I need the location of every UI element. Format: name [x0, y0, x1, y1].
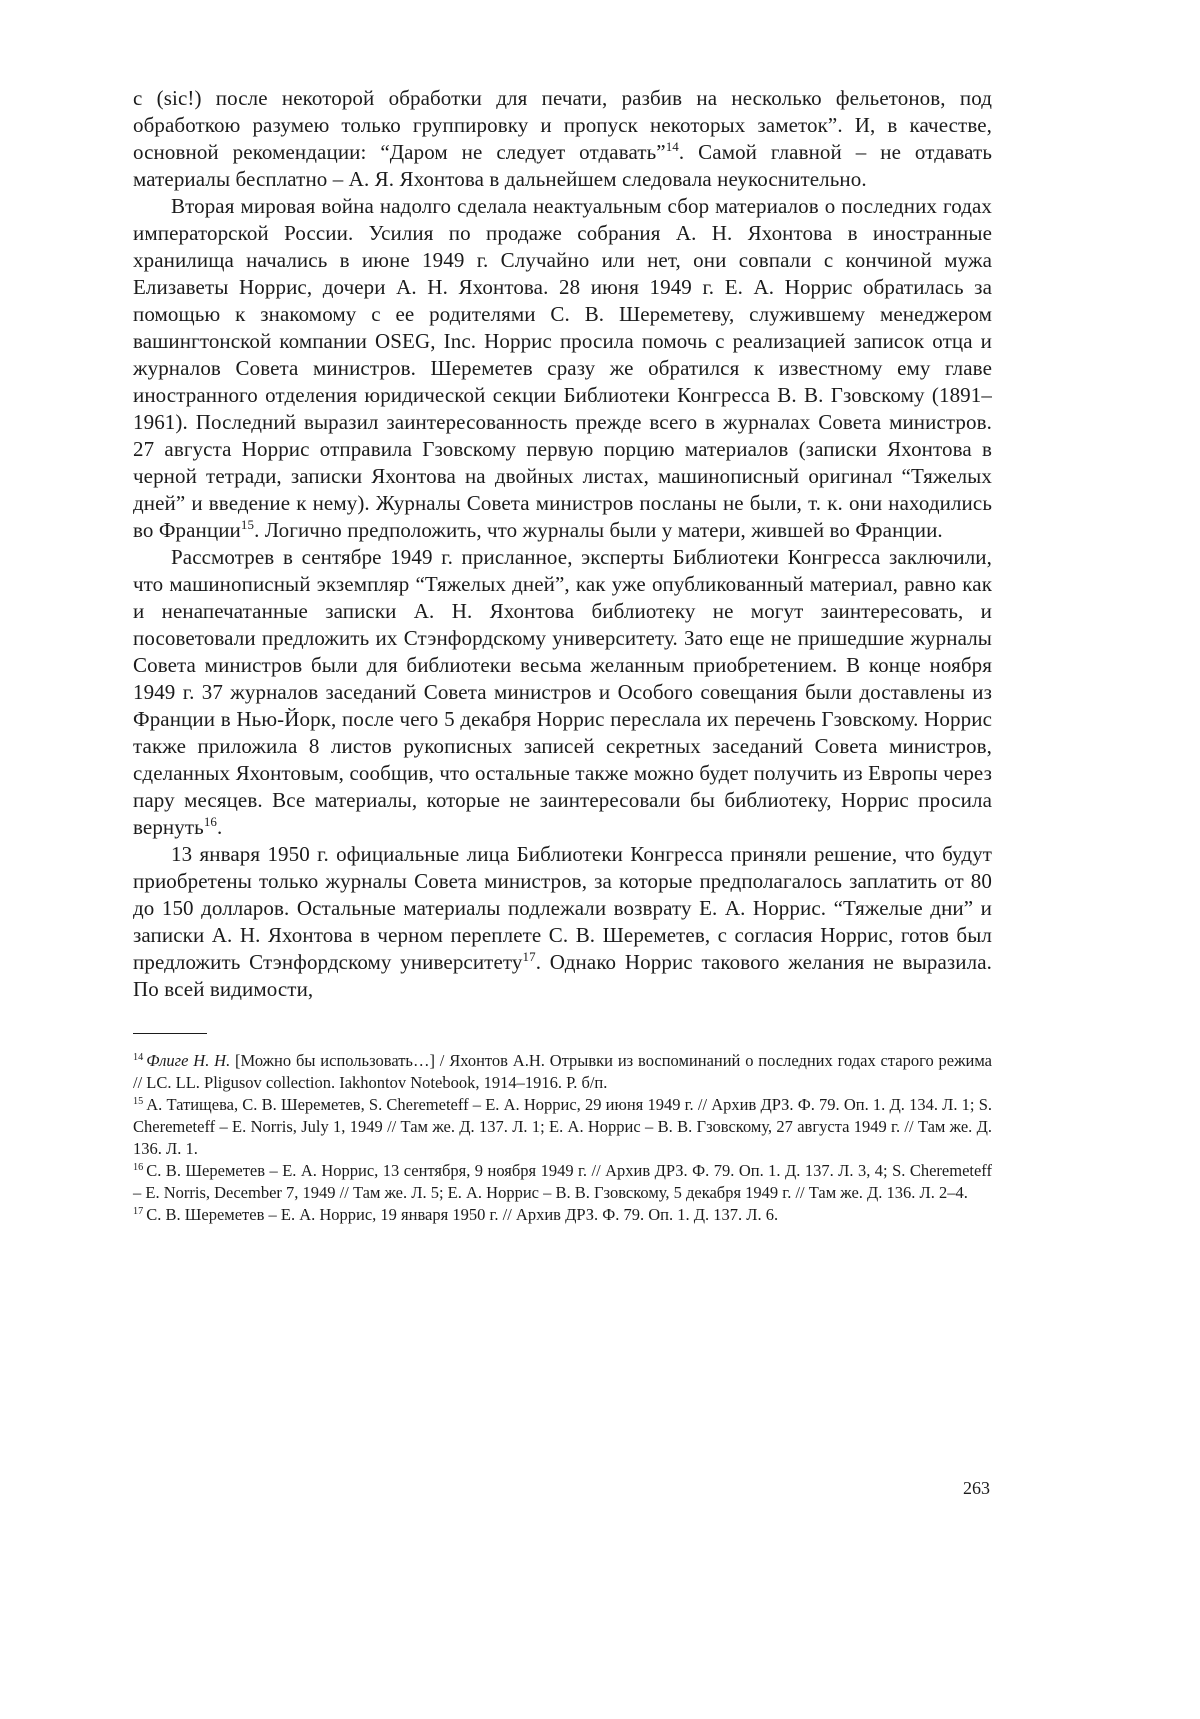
footnote-ref: 16 [203, 814, 218, 829]
footnote-ref: 15 [240, 517, 255, 532]
page-number: 263 [963, 1478, 990, 1498]
footnote [133, 1160, 992, 1204]
paragraph [133, 841, 992, 1003]
footnote-marker: 15 [133, 1095, 144, 1107]
footnote-rule [133, 1033, 207, 1034]
text-run: . Логично предположить, что журналы были у матери, жившей во Франции. [254, 518, 943, 542]
footnote [133, 1204, 992, 1226]
text-run: Рассмотрев в сентябре 1949 г. присланное, эксперты Библиотеки Конгресса заключили, что машинописный экземпляр “Тяжелых дней”, как уже опубликованный материал, равно как и ненапечатанные записки А. Н. Яхонтова библиотеку не могут заинтересовать, и посоветовали предложить их Стэнфордскому университету. Зато еще не пришедшие журналы Совета министров были для библиотеки весьма желанным приобретением. В конце ноября 1949 г. 37 журналов заседаний Совета министров и Особого совещания были доставлены из Франции в Нью-Йорк, после чего 5 декабря Норрис переслала их перечень Гзовскому. Норрис также приложила 8 листов рукописных записей секретных заседаний Совета министров, сделанных Яхонтовым, сообщив, что остальные также можно будет получить из Европы через пару месяцев. Все материалы, которые не заинтересовали бы библиотеку, Норрис просила вернуть [133, 545, 992, 839]
footnote-ref: 14 [665, 139, 679, 154]
footnote-marker: 14 [133, 1051, 144, 1063]
text-run: С. В. Шереметев – Е. А. Норрис, 13 сентября, 9 ноября 1949 г. // Архив ДРЗ. Ф. 79. Оп. 1. Д. 137. Л. 3, 4; S. Cheremeteff – E. Norris, December 7, 1949 // Там же. Л. 5; Е. А. Норрис – В. В. Гзовскому, 5 декабря 1949 г. // Там же. Д. 136. Л. 2–4. [133, 1161, 992, 1202]
footnote-marker: 17 [133, 1205, 144, 1217]
footnote [133, 1094, 992, 1160]
paragraph [133, 85, 992, 193]
text-run: с (sic!) после некоторой обработки для печати, разбив на несколько фельетонов, под обработкою разумею только группировку и пропуск некоторых заметок”. И, в качестве, основной рекомендации: “Даром не следует отдавать” [133, 86, 992, 164]
text-run: Вторая мировая война надолго сделала неактуальным сбор материалов о последних годах императорской России. Усилия по продаже собрания А. Н. Яхонтова в иностранные хранилища начались в июне 1949 г. Случайно или нет, они совпали с кончиной мужа Елизаветы Норрис, дочери А. Н. Яхонтова. 28 июня 1949 г. Е. А. Норрис обратилась за помощью к знакомому с ее родителями С. В. Шереметеву, служившему менеджером вашингтонской компании OSEG, Inc. Норрис просила помочь с реализацией записок отца и журналов Совета министров. Шереметев сразу же обратился к известному ему главе иностранного отделения юридической секции Библиотеки Конгресса В. В. Гзовскому (1891–1961). Последний выразил заинтересованность прежде всего в журналах Совета министров. 27 августа Норрис отправила Гзовскому первую порцию материалов (записки Яхонтова в черной тетради, записки Яхонтова на двойных листах, машинописный оригинал “Тяжелых дней” и введение к нему). Журналы Совета министров посланы не были, т. к. они находились во Франции [133, 194, 992, 542]
text-run: . Самой главной – не отдавать материалы бесплатно – А. Я. Яхонтова в дальнейшем следовала неукоснительно. [133, 140, 993, 191]
text-run: Флиге Н. Н. [146, 1051, 231, 1070]
text-run: [Можно бы использовать…] / Яхонтов А.Н. Отрывки из воспоминаний о последних годах старого режима // LC. LL. Pligusov collection. Iakhontov Notebook, 1914–1916. Р. б/п. [133, 1051, 993, 1092]
footnotes [133, 1050, 992, 1226]
paragraph [133, 544, 992, 841]
text-run: 13 января 1950 г. официальные лица Библиотеки Конгресса приняли решение, что будут приобретены только журналы Совета министров, за которые предполагалось заплатить от 80 до 150 долларов. Остальные материалы подлежали возврату Е. А. Норрис. “Тяжелые дни” и записки А. Н. Яхонтова в черном переплете С. В. Шереметев, с согласия Норрис, готов был предложить Стэнфордскому университету [133, 842, 992, 974]
text-run: С. В. Шереметев – Е. А. Норрис, 19 января 1950 г. // Архив ДРЗ. Ф. 79. Оп. 1. Д. 137. Л. 6. [146, 1205, 779, 1224]
text-run: . Однако Норрис такового желания не выразила. По всей видимости, [133, 950, 992, 1001]
footnote-ref: 17 [522, 949, 536, 964]
text-run: . [217, 815, 223, 839]
footnote-marker: 16 [133, 1161, 144, 1173]
body-text [133, 85, 992, 1003]
paragraph [133, 193, 992, 544]
footnote [133, 1050, 992, 1094]
text-run: А. Татищева, С. В. Шереметев, S. Cheremeteff – Е. А. Норрис, 29 июня 1949 г. // Архив ДРЗ. Ф. 79. Оп. 1. Д. 134. Л. 1; S. Cheremeteff – E. Norris, July 1, 1949 // Там же. Д. 137. Л. 1; Е. А. Норрис – В. В. Гзовскому, 27 августа 1949 г. // Там же. Д. 136. Л. 1. [133, 1095, 992, 1158]
